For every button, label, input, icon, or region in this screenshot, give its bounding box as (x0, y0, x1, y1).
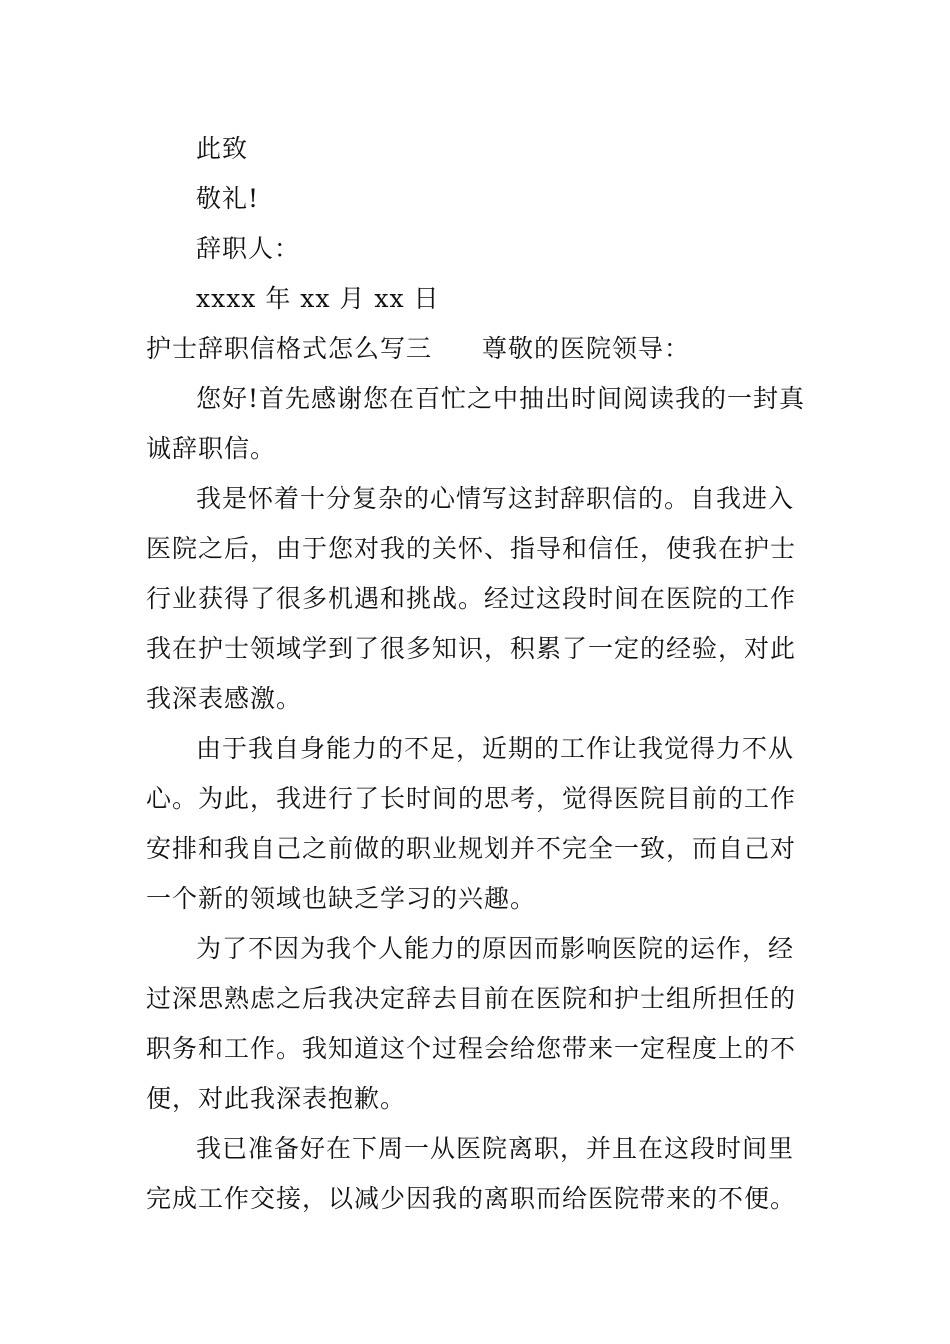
signature-date: xxxx 年 xx 月 xx 日 (196, 284, 440, 313)
paragraph-line: 一个新的领域也缺乏学习的兴趣。 (146, 884, 537, 913)
paragraph-line: 过深思熟虑之后我决定辞去目前在医院和护士组所担任的 (146, 984, 797, 1013)
paragraph-line: 便，对此我深表抱歉。 (146, 1084, 407, 1113)
signer-label: 辞职人： (196, 234, 301, 263)
paragraph-line: 我深表感激。 (146, 684, 303, 713)
paragraph-line: 医院之后，由于您对我的关怀、指导和信任，使我在护士 (146, 534, 797, 563)
paragraph-line: 我在护士领域学到了很多知识，积累了一定的经验，对此 (146, 634, 797, 663)
paragraph-line: 心。为此，我进行了长时间的思考，觉得医院目前的工作 (146, 784, 797, 813)
section-heading-line (146, 334, 690, 364)
closing-salutation-1: 此致 (196, 134, 249, 163)
paragraph-line: 我已准备好在下周一从医院离职，并且在这段时间里 (196, 1134, 795, 1163)
paragraph-line: 您好!首先感谢您在百忙之中抽出时间阅读我的一封真 (196, 384, 806, 413)
section-heading: 护士辞职信格式怎么写三 (146, 334, 433, 363)
paragraph-line: 安排和我自己之前做的职业规划并不完全一致，而自己对 (146, 834, 797, 863)
closing-salutation-2: 敬礼! (196, 184, 260, 213)
paragraph-line: 完成工作交接，以减少因我的离职而给医院带来的不便。 (146, 1184, 797, 1213)
paragraph-line: 行业获得了很多机遇和挑战。经过这段时间在医院的工作 (146, 584, 797, 613)
paragraph-line: 我是怀着十分复杂的心情写这封辞职信的。自我进入 (196, 484, 795, 513)
addressee: 尊敬的医院领导： (482, 334, 691, 363)
paragraph-line: 诚辞职信。 (146, 434, 277, 463)
paragraph-line: 职务和工作。我知道这个过程会给您带来一定程度上的不 (146, 1034, 797, 1063)
paragraph-line: 由于我自身能力的不足，近期的工作让我觉得力不从 (196, 734, 795, 763)
paragraph-line: 为了不因为我个人能力的原因而影响医院的运作，经 (196, 934, 795, 963)
